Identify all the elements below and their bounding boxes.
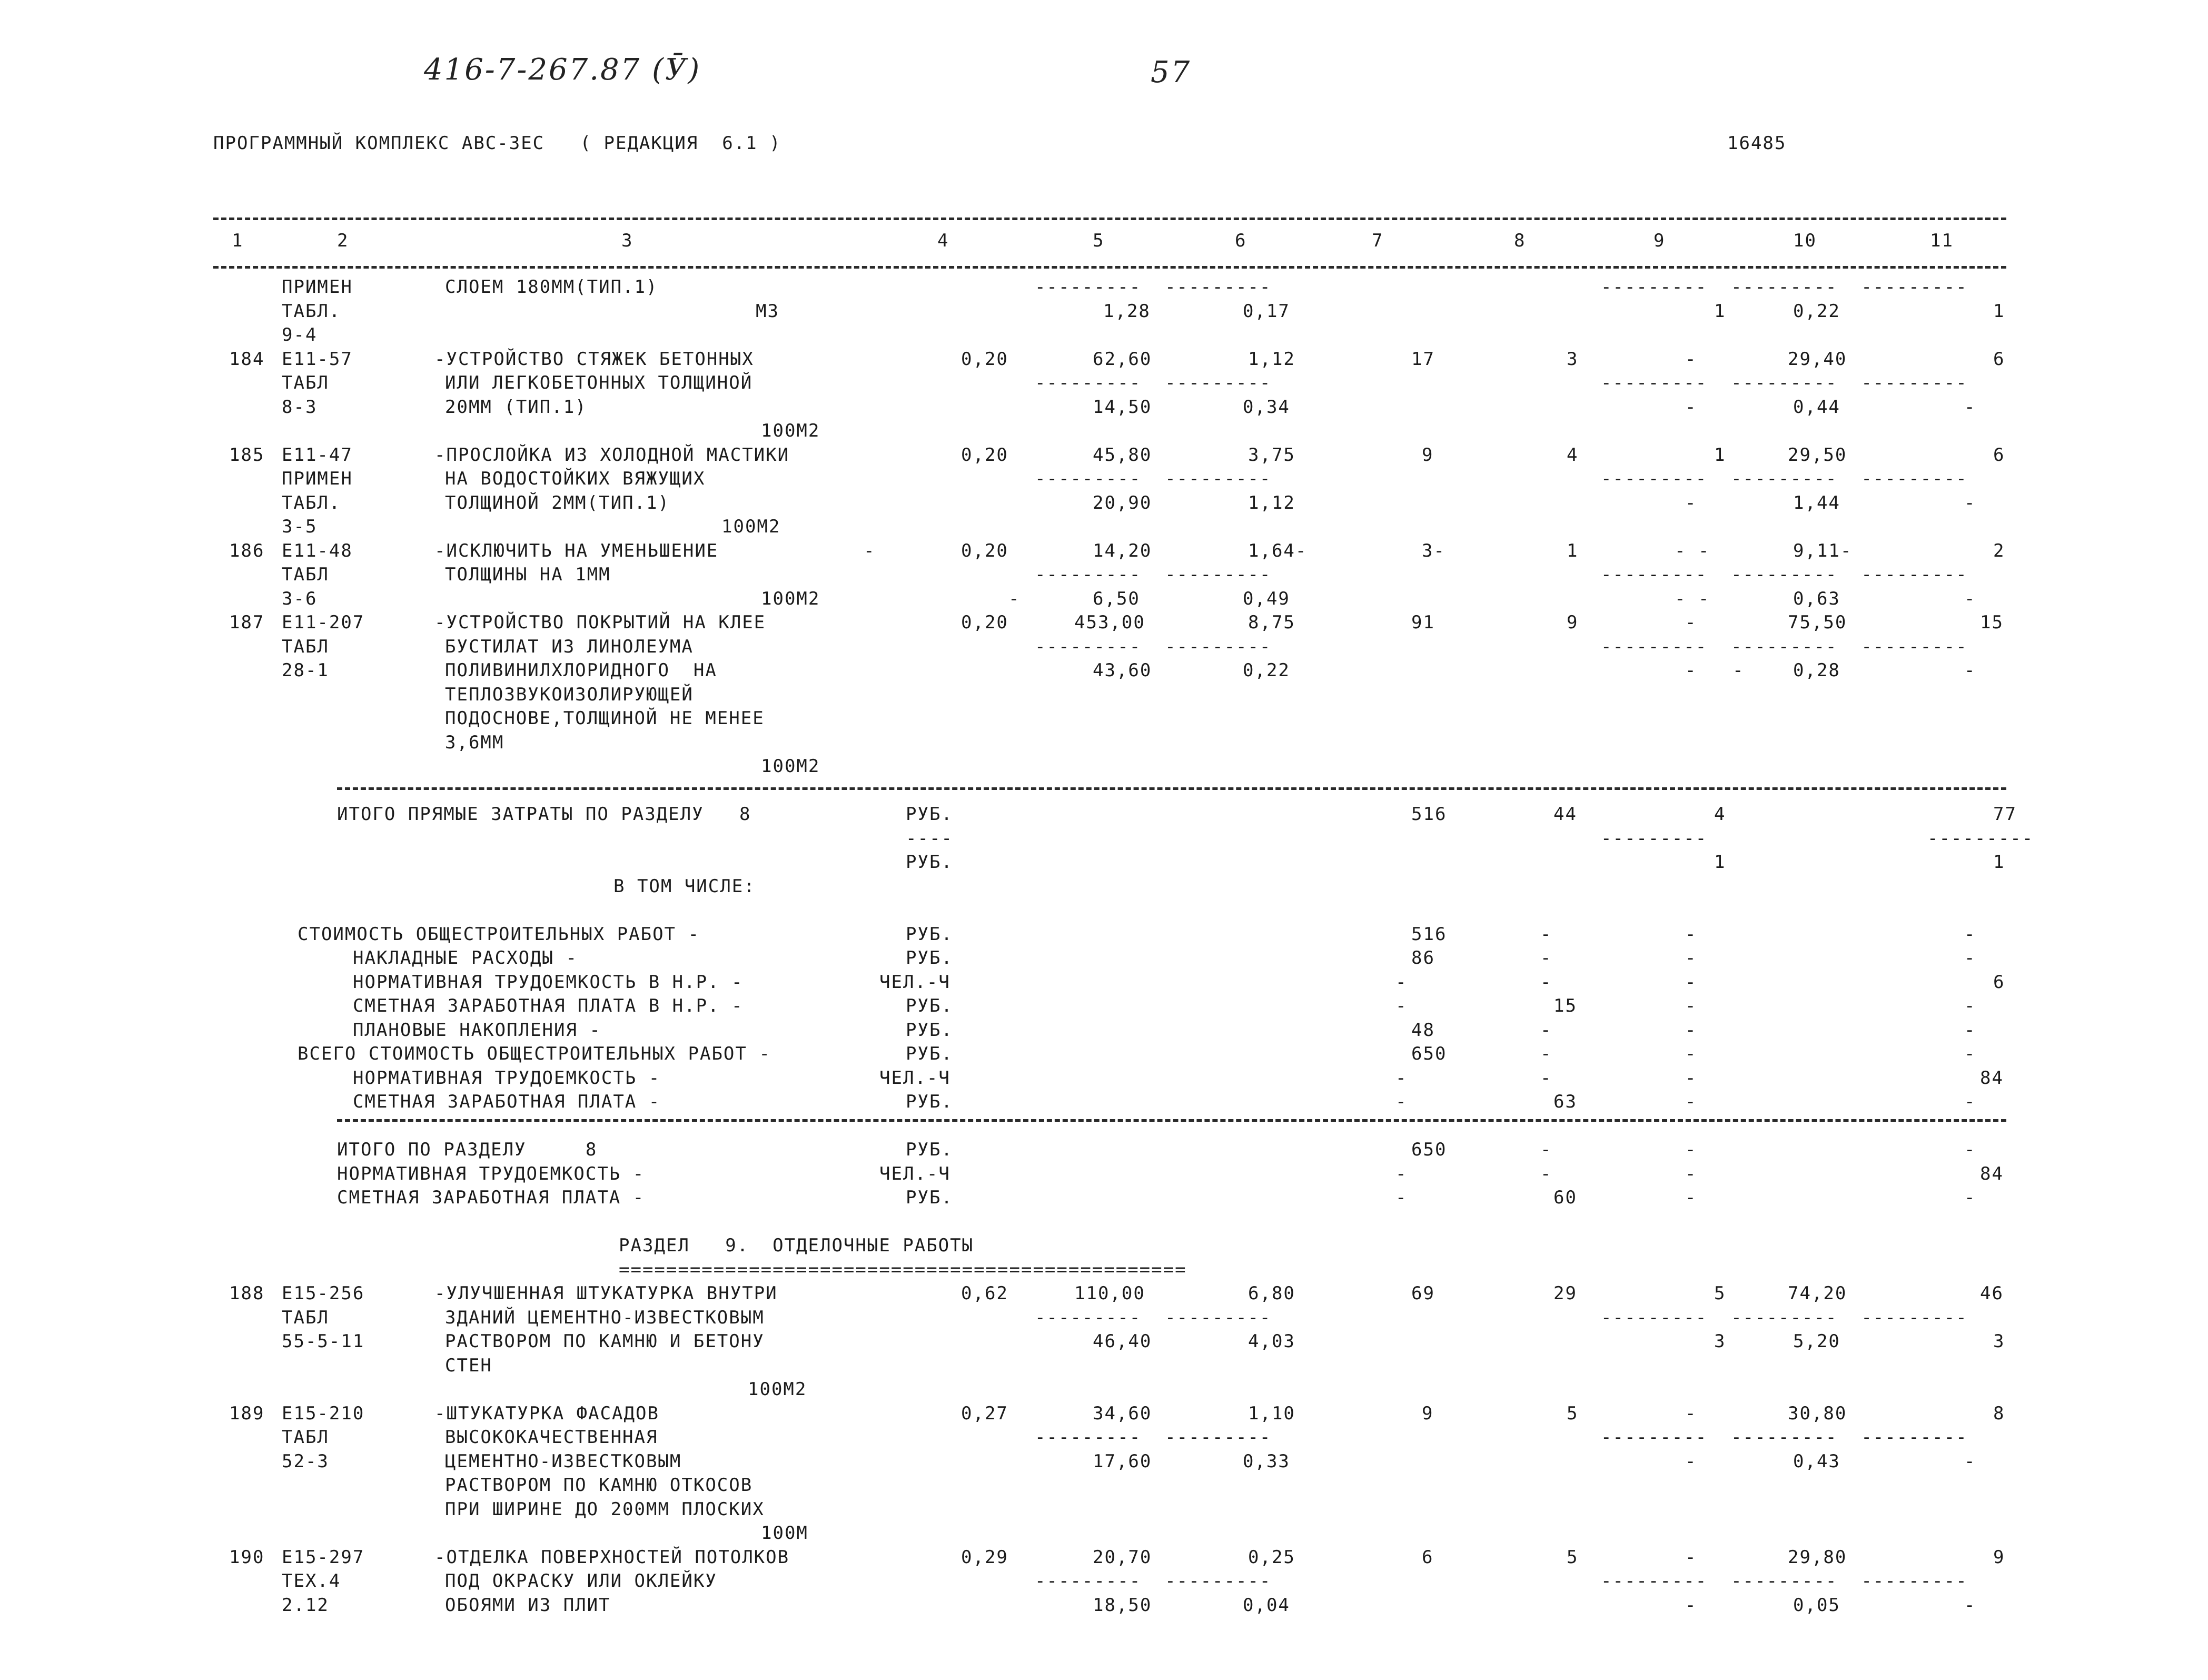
table-cell: - — [1395, 972, 1408, 993]
table-cell: - — [1540, 1163, 1552, 1184]
column-number: 1 — [232, 230, 244, 251]
table-cell: НОРМАТИВНАЯ ТРУДОЕМКОСТЬ - — [353, 1068, 661, 1089]
table-cell: ПОЛИВИНИЛХЛОРИДНОГО НА — [445, 660, 717, 681]
table-cell: 46 — [1980, 1283, 2004, 1304]
table-cell: 650 — [1411, 1139, 1447, 1160]
table-cell: - — [1395, 1163, 1408, 1184]
table-cell: ИЛИ ЛЕГКОБЕТОННЫХ ТОЛЩИНОЙ — [445, 372, 753, 393]
table-cell: 0,34 — [1243, 397, 1290, 418]
table-cell: 0,17 — [1243, 301, 1290, 322]
table-cell: Е15-210 — [282, 1403, 365, 1424]
table-cell: 516 — [1411, 804, 1447, 825]
table-cell: РАЗДЕЛ 9. ОТДЕЛОЧНЫЕ РАБОТЫ — [619, 1235, 974, 1256]
column-number: 2 — [337, 230, 349, 251]
table-cell: 4 — [1714, 804, 1726, 825]
table-cell: ЧЕЛ.-Ч — [879, 1068, 950, 1089]
table-cell: Е15-297 — [282, 1547, 365, 1568]
table-cell: ОБОЯМИ ИЗ ПЛИТ — [445, 1595, 611, 1616]
table-cell: 18,50 — [1093, 1595, 1152, 1616]
table-cell: - — [1685, 612, 1697, 633]
table-cell: НОРМАТИВНАЯ ТРУДОЕМКОСТЬ - — [337, 1163, 645, 1184]
table-cell: - — [1685, 947, 1697, 969]
table-cell: СМЕТНАЯ ЗАРАБОТНАЯ ПЛАТА - — [337, 1187, 645, 1208]
table-cell: БУСТИЛАТ ИЗ ЛИНОЛЕУМА — [445, 636, 694, 657]
column-number: 3 — [621, 230, 633, 251]
table-cell: --------- --------- --------- — [1601, 636, 1968, 657]
table-cell: 0,43 — [1793, 1451, 1840, 1472]
table-cell: ПРИМЕН — [282, 276, 353, 298]
table-cell: - — [1964, 1187, 1976, 1208]
table-cell: - — [1540, 1043, 1552, 1064]
table-cell: ТАБЛ — [282, 372, 329, 393]
table-cell: 0,44 — [1793, 397, 1840, 418]
table-cell: 45,80 — [1093, 444, 1152, 466]
table-cell: РУБ. — [906, 924, 953, 945]
table-cell: ТАБЛ — [282, 1427, 329, 1448]
table-cell: 186 — [229, 540, 265, 561]
column-number: 4 — [937, 230, 949, 251]
table-cell: 29 — [1553, 1283, 1577, 1304]
table-cell: 44 — [1553, 804, 1577, 825]
table-cell: 14,50 — [1093, 397, 1152, 418]
table-cell: 5 — [1567, 1547, 1579, 1568]
table-cell: СТЕН — [445, 1355, 492, 1376]
table-cell: СЛОЕМ 180ММ(ТИП.1) — [445, 276, 658, 298]
table-cell: 5 — [1714, 1283, 1726, 1304]
table-cell: ТАБЛ — [282, 636, 329, 657]
table-cell: 3 — [1993, 1331, 2005, 1352]
table-cell: --------- --------- — [1035, 1570, 1272, 1592]
table-cell: 100М2 — [761, 756, 820, 777]
table-cell: 28-1 — [282, 660, 329, 681]
table-cell: Е11-207 — [282, 612, 365, 633]
table-cell: ================================================ — [619, 1259, 1187, 1280]
table-cell: РУБ. — [906, 1139, 953, 1160]
table-cell: 3- — [1422, 540, 1445, 561]
table-cell: - — [1395, 1091, 1408, 1112]
document-code: 416-7-267.87 (Ӯ) — [424, 53, 701, 87]
table-cell: 3-6 — [282, 588, 318, 609]
table-cell: СМЕТНАЯ ЗАРАБОТНАЯ ПЛАТА В Н.Р. - — [353, 995, 744, 1016]
table-cell: - — [1540, 1020, 1552, 1041]
table-cell: РУБ. — [906, 1187, 953, 1208]
table-cell: - — [1685, 1020, 1697, 1041]
table-cell: 100М — [761, 1523, 808, 1544]
table-cell: 17 — [1411, 349, 1435, 370]
table-cell: 0,49 — [1243, 588, 1290, 609]
table-cell: 0,62 — [961, 1283, 1008, 1304]
table-cell: ИТОГО ПО РАЗДЕЛУ 8 — [337, 1139, 598, 1160]
table-cell: 15 — [1553, 995, 1577, 1016]
table-cell: 6 — [1993, 349, 2005, 370]
table-cell: ПОД ОКРАСКУ ИЛИ ОКЛЕЙКУ — [445, 1570, 717, 1592]
table-rule-top — [213, 218, 2006, 220]
table-cell: - — [1964, 1091, 1976, 1112]
table-cell: 0,20 — [961, 444, 1008, 466]
table-cell: - — [1964, 1020, 1976, 1041]
table-cell: 30,80 — [1788, 1403, 1847, 1424]
table-cell: - — [1395, 995, 1408, 1016]
table-cell: - — [1964, 492, 1976, 513]
table-cell: 91 — [1411, 612, 1435, 633]
table-cell: 1,44 — [1793, 492, 1840, 513]
table-cell: ТАБЛ — [282, 564, 329, 585]
table-cell: 84 — [1980, 1163, 2004, 1184]
table-cell: В ТОМ ЧИСЛЕ: — [613, 876, 756, 897]
page-number: 57 — [1151, 55, 1192, 90]
table-cell: Е11-48 — [282, 540, 353, 561]
table-cell: 63 — [1553, 1091, 1577, 1112]
table-cell: 75,50 — [1788, 612, 1847, 633]
column-number: 8 — [1514, 230, 1526, 251]
table-cell: - — [1685, 397, 1697, 418]
table-cell: 185 — [229, 444, 265, 466]
table-cell: - — [1685, 349, 1697, 370]
column-number: 7 — [1372, 230, 1384, 251]
table-cell: - — [1395, 1187, 1408, 1208]
table-cell: -ШТУКАТУРКА ФАСАДОВ — [434, 1403, 659, 1424]
table-cell: 2.12 — [282, 1595, 329, 1616]
table-cell: РУБ. — [906, 1091, 953, 1112]
table-cell: 74,20 — [1788, 1283, 1847, 1304]
table-cell: --------- --------- — [1035, 564, 1272, 585]
serial-number: 16485 — [1727, 133, 1787, 154]
table-cell: 34,60 — [1093, 1403, 1152, 1424]
table-cell: ТОЛЩИНЫ НА 1ММ — [445, 564, 611, 585]
table-cell: 1,10 — [1248, 1403, 1295, 1424]
table-cell: 8,75 — [1248, 612, 1295, 633]
table-cell: ИТОГО ПРЯМЫЕ ЗАТРАТЫ ПО РАЗДЕЛУ 8 — [337, 804, 751, 825]
table-cell: 6 — [1422, 1547, 1434, 1568]
table-cell: 9 — [1567, 612, 1579, 633]
table-cell: 0,63 — [1793, 588, 1840, 609]
table-cell: 8 — [1993, 1403, 2005, 1424]
table-cell: - — [1685, 1068, 1697, 1089]
table-cell: ПЛАНОВЫЕ НАКОПЛЕНИЯ - — [353, 1020, 601, 1041]
table-cell: 6 — [1993, 444, 2005, 466]
table-cell: - — [1964, 660, 1976, 681]
table-cell: --------- --------- --------- — [1601, 1307, 1968, 1328]
table-cell: - — [1685, 492, 1697, 513]
table-cell: 0,20 — [961, 349, 1008, 370]
table-cell: - — [1685, 1091, 1697, 1112]
table-cell: 0,33 — [1243, 1451, 1290, 1472]
table-cell: Е11-57 — [282, 349, 353, 370]
table-cell: ТЕПЛОЗВУКОИЗОЛИРУЮЩЕЙ — [445, 684, 694, 705]
table-cell: РАСТВОРОМ ПО КАМНЮ И БЕТОНУ — [445, 1331, 765, 1352]
table-cell: 0,22 — [1243, 660, 1290, 681]
table-cell: 0,20 — [961, 540, 1008, 561]
table-cell: РУБ. — [906, 1020, 953, 1041]
table-cell: НОРМАТИВНАЯ ТРУДОЕМКОСТЬ В Н.Р. - — [353, 972, 744, 993]
table-cell: 0,05 — [1793, 1595, 1840, 1616]
table-cell: 20,70 — [1093, 1547, 1152, 1568]
table-cell: 20,90 — [1093, 492, 1152, 513]
table-cell: СТОИМОСТЬ ОБЩЕСТРОИТЕЛЬНЫХ РАБОТ - — [298, 924, 700, 945]
table-cell: 3 — [1567, 349, 1579, 370]
table-cell: - — [1685, 924, 1697, 945]
table-cell: ЦЕМЕНТНО-ИЗВЕСТКОВЫМ — [445, 1451, 682, 1472]
table-cell: СМЕТНАЯ ЗАРАБОТНАЯ ПЛАТА - — [353, 1091, 661, 1112]
table-cell: - — [1964, 947, 1976, 969]
table-cell: 650 — [1411, 1043, 1447, 1064]
table-cell: 0,22 — [1793, 301, 1840, 322]
table-cell: 55-5-11 — [282, 1331, 365, 1352]
table-cell: 86 — [1411, 947, 1435, 969]
table-cell: ЗДАНИЙ ЦЕМЕНТНО-ИЗВЕСТКОВЫМ — [445, 1307, 765, 1328]
table-cell: РУБ. — [906, 995, 953, 1016]
program-header: ПРОГРАММНЫЙ КОМПЛЕКС АВС-3ЕС ( РЕДАКЦИЯ 6.1 ) — [213, 133, 781, 154]
table-cell: 188 — [229, 1283, 265, 1304]
table-cell: 14,20 — [1093, 540, 1152, 561]
table-cell: 189 — [229, 1403, 265, 1424]
table-cell: 9 — [1422, 1403, 1434, 1424]
table-cell: 29,50 — [1788, 444, 1847, 466]
table-cell: - — [1685, 1451, 1697, 1472]
table-cell: 0,04 — [1243, 1595, 1290, 1616]
table-cell: -ПРОСЛОЙКА ИЗ ХОЛОДНОЙ МАСТИКИ — [434, 444, 790, 466]
table-cell: 6 — [1993, 972, 2005, 993]
table-cell: 0,20 — [961, 612, 1008, 633]
table-cell: ТАБЛ — [282, 1307, 329, 1328]
table-cell: М3 — [756, 301, 779, 322]
table-cell: ТАБЛ. — [282, 492, 341, 513]
table-cell: 29,40 — [1788, 349, 1847, 370]
table-cell: Е11-47 — [282, 444, 353, 466]
table-cell: --------- --------- — [1035, 1427, 1272, 1448]
table-cell: --------- --------- --------- — [1601, 468, 1968, 489]
table-cell: ТЕХ.4 — [282, 1570, 341, 1592]
table-cell: - — [1540, 972, 1552, 993]
table-cell: 15 — [1980, 612, 2004, 633]
table-cell: 1,12 — [1248, 349, 1295, 370]
table-cell: -УСТРОЙСТВО СТЯЖЕК БЕТОННЫХ — [434, 349, 754, 370]
table-cell: РУБ. — [906, 1043, 953, 1064]
table-cell: - — [1964, 1451, 1976, 1472]
table-cell: ПОДОСНОВЕ,ТОЛЩИНОЙ НЕ МЕНЕЕ — [445, 708, 765, 729]
table-cell: 0,28 — [1793, 660, 1840, 681]
table-cell: -УСТРОЙСТВО ПОКРЫТИЙ НА КЛЕЕ — [434, 612, 766, 633]
table-cell: ТАБЛ. — [282, 301, 341, 322]
table-cell: - — [1540, 1068, 1552, 1089]
table-cell: ПРИ ШИРИНЕ ДО 200ММ ПЛОСКИХ — [445, 1499, 765, 1520]
table-cell: РАСТВОРОМ ПО КАМНЮ ОТКОСОВ — [445, 1475, 753, 1496]
table-cell: - — [1732, 660, 1745, 681]
table-cell: --------- --------- — [1035, 468, 1272, 489]
table-cell: - — [1540, 947, 1552, 969]
table-cell: - — [1964, 1139, 1976, 1160]
table-cell: - — [1395, 1068, 1408, 1089]
table-cell: РУБ. — [906, 852, 953, 873]
table-cell: - — [1685, 1043, 1697, 1064]
table-cell: 2 — [1993, 540, 2005, 561]
table-cell: --------- — [1601, 828, 1708, 849]
table-cell: - — [1685, 660, 1697, 681]
table-cell: 0,29 — [961, 1547, 1008, 1568]
table-cell: 77 — [1993, 804, 2017, 825]
table-cell: - — [1540, 924, 1552, 945]
table-cell: 48 — [1411, 1020, 1435, 1041]
table-cell: 1,64- — [1248, 540, 1308, 561]
table-cell: ЧЕЛ.-Ч — [879, 972, 950, 993]
column-number: 11 — [1930, 230, 1954, 251]
table-cell: 100М2 — [761, 420, 820, 441]
table-cell: 3 — [1714, 1331, 1726, 1352]
table-cell: 184 — [229, 349, 265, 370]
table-cell: ПРИМЕН — [282, 468, 353, 489]
table-cell: --------- --------- — [1035, 276, 1272, 298]
section-total-rule — [337, 787, 2006, 790]
table-cell: 3,6ММ — [445, 732, 504, 753]
table-cell: 1 — [1714, 301, 1726, 322]
table-cell: 6,80 — [1248, 1283, 1295, 1304]
table-cell: - — [1964, 995, 1976, 1016]
column-number: 10 — [1793, 230, 1817, 251]
table-cell: - — [1964, 924, 1976, 945]
table-cell: 100М2 — [721, 516, 781, 537]
table-cell: 1,12 — [1248, 492, 1295, 513]
table-cell: 9-4 — [282, 324, 318, 345]
table-cell: --------- --------- --------- — [1601, 1427, 1968, 1448]
table-cell: - — [1964, 588, 1976, 609]
table-cell: 9 — [1993, 1547, 2005, 1568]
table-cell: -УЛУЧШЕННАЯ ШТУКАТУРКА ВНУТРИ — [434, 1283, 778, 1304]
table-cell: - — [1685, 972, 1697, 993]
table-cell: ЧЕЛ.-Ч — [879, 1163, 950, 1184]
table-cell: 60 — [1553, 1187, 1577, 1208]
table-cell: ТОЛЩИНОЙ 2ММ(ТИП.1) — [445, 492, 670, 513]
table-cell: 5 — [1567, 1403, 1579, 1424]
table-cell: 3-5 — [282, 516, 318, 537]
table-cell: - — [1008, 588, 1021, 609]
table-cell: - — [1685, 1139, 1697, 1160]
table-cell: 9 — [1422, 444, 1434, 466]
table-cell: 0,27 — [961, 1403, 1008, 1424]
table-cell: 3,75 — [1248, 444, 1295, 466]
table-cell: 52-3 — [282, 1451, 329, 1472]
table-cell: 0,25 — [1248, 1547, 1295, 1568]
table-cell: - — [1685, 1403, 1697, 1424]
table-cell: 9,11- — [1793, 540, 1853, 561]
table-cell: - — [1685, 1163, 1697, 1184]
table-cell: --------- --------- --------- — [1601, 372, 1968, 393]
table-cell: 4,03 — [1248, 1331, 1295, 1352]
table-cell: - — [1685, 995, 1697, 1016]
table-cell: - — [1964, 1043, 1976, 1064]
column-number: 5 — [1093, 230, 1105, 251]
table-cell: -ИСКЛЮЧИТЬ НА УМЕНЬШЕНИЕ — [434, 540, 719, 561]
table-cell: ВЫСОКОКАЧЕСТВЕННАЯ — [445, 1427, 658, 1448]
table-cell: 5,20 — [1793, 1331, 1840, 1352]
table-cell: - — [1964, 397, 1976, 418]
table-cell: - — [1964, 1595, 1976, 1616]
table-cell: 29,80 — [1788, 1547, 1847, 1568]
table-cell: --------- --------- — [1035, 1307, 1272, 1328]
table-cell: ВСЕГО СТОИМОСТЬ ОБЩЕСТРОИТЕЛЬНЫХ РАБОТ - — [298, 1043, 771, 1064]
table-cell: --------- --------- — [1035, 636, 1272, 657]
section-summary-rule — [337, 1119, 2006, 1122]
table-cell: 8-3 — [282, 397, 318, 418]
table-cell: --------- --------- --------- — [1601, 1570, 1968, 1592]
table-cell: 46,40 — [1093, 1331, 1152, 1352]
table-cell: Е15-256 — [282, 1283, 365, 1304]
table-cell: - — [1685, 1595, 1697, 1616]
table-cell: 100М2 — [748, 1379, 807, 1400]
table-cell: РУБ. — [906, 947, 953, 969]
table-cell: 190 — [229, 1547, 265, 1568]
table-cell: --------- --------- --------- — [1601, 276, 1968, 298]
table-cell: 516 — [1411, 924, 1447, 945]
table-rule-header — [213, 266, 2006, 269]
table-cell: - - — [1675, 588, 1710, 609]
table-cell: - — [1685, 1547, 1697, 1568]
table-cell: 1 — [1993, 852, 2005, 873]
table-cell: 453,00 — [1074, 612, 1145, 633]
table-cell: 84 — [1980, 1068, 2004, 1089]
table-cell: 69 — [1411, 1283, 1435, 1304]
table-cell: --------- --------- --------- — [1601, 564, 1968, 585]
table-cell: 187 — [229, 612, 265, 633]
column-number: 6 — [1235, 230, 1247, 251]
table-cell: 62,60 — [1093, 349, 1152, 370]
table-cell: - — [864, 540, 876, 561]
table-cell: 4 — [1567, 444, 1579, 466]
table-cell: - — [1685, 1187, 1697, 1208]
table-cell: -ОТДЕЛКА ПОВЕРХНОСТЕЙ ПОТОЛКОВ — [434, 1547, 790, 1568]
table-cell: 1 — [1567, 540, 1579, 561]
table-cell: РУБ. — [906, 804, 953, 825]
table-cell: НА ВОДОСТОЙКИХ ВЯЖУЩИХ — [445, 468, 706, 489]
table-cell: 1 — [1714, 444, 1726, 466]
table-cell: 17,60 — [1093, 1451, 1152, 1472]
table-cell: - — [1540, 1139, 1552, 1160]
table-cell: 1,28 — [1103, 301, 1151, 322]
table-cell: 43,60 — [1093, 660, 1152, 681]
table-cell: 20ММ (ТИП.1) — [445, 397, 587, 418]
table-cell: 1 — [1714, 852, 1726, 873]
table-cell: ---- — [906, 828, 953, 849]
table-cell: 1 — [1993, 301, 2005, 322]
table-cell: 100М2 — [761, 588, 820, 609]
column-number: 9 — [1653, 230, 1666, 251]
table-cell: --------- — [1927, 828, 2034, 849]
table-cell: 6,50 — [1093, 588, 1140, 609]
table-cell: --------- --------- — [1035, 372, 1272, 393]
table-cell: НАКЛАДНЫЕ РАСХОДЫ - — [353, 947, 578, 969]
table-cell: 110,00 — [1074, 1283, 1145, 1304]
table-cell: - - — [1675, 540, 1710, 561]
